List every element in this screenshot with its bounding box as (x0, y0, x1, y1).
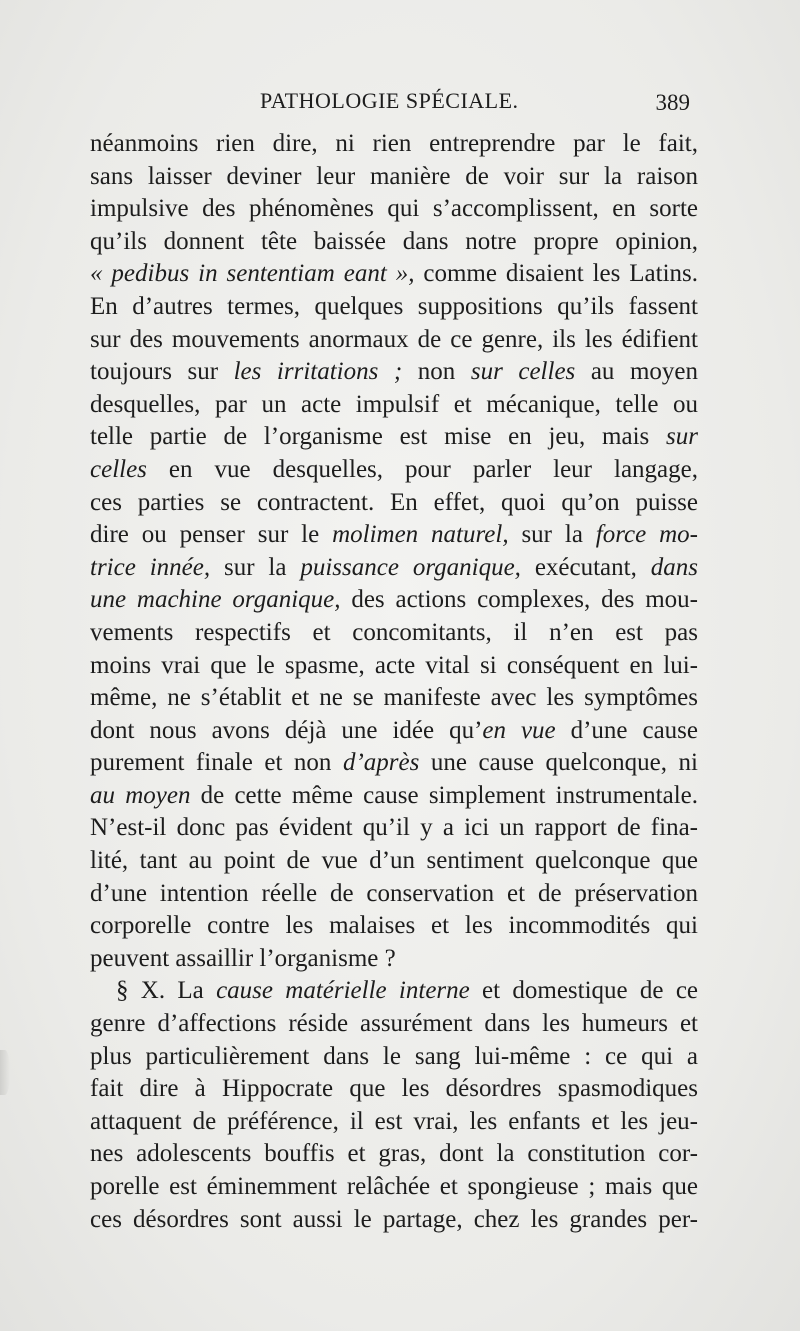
text-line (90, 324, 698, 357)
italic-text-segment: trice innée, (90, 553, 211, 581)
text-line (90, 812, 698, 845)
text-segment: et domestique de ce (469, 977, 699, 1005)
italic-text-segment: dans (650, 553, 698, 581)
text-segment: sans laisser deviner leur manière de voir sur la raison (90, 162, 698, 190)
text-line (90, 1106, 698, 1139)
text-segment: même, ne s’établit et ne se manifeste avec les symptômes (90, 684, 698, 712)
text-line (90, 780, 698, 813)
text-line (90, 552, 698, 585)
text-line (90, 128, 698, 161)
text-line (90, 356, 698, 389)
text-line (90, 421, 698, 454)
text-segment: d’une cause (555, 716, 698, 744)
text-segment: fait dire à Hippocrate que les désordres spasmodiques (90, 1075, 698, 1103)
text-line (90, 747, 698, 780)
italic-text-segment: sur celles (470, 358, 576, 386)
text-segment: § X. La (116, 977, 217, 1005)
text-segment: sur des mouvements anormaux de ce genre, ils les édifient (90, 325, 698, 353)
text-segment: moins vrai que le spasme, acte vital si conséquent en lui- (90, 651, 698, 679)
italic-text-segment: une machine organique, (90, 586, 341, 614)
text-segment: néanmoins rien dire, ni rien entreprendre par le fait, (90, 130, 698, 157)
text-segment: des actions complexes, des mou- (340, 586, 698, 614)
text-line (90, 258, 698, 291)
text-segment: N’est-il donc pas évident qu’il y a ici un rapport de fina- (90, 814, 698, 842)
page-number: 389 (655, 90, 690, 115)
text-segment: peuvent assaillir l’organisme ? (90, 944, 396, 972)
text-line (90, 193, 698, 226)
text-segment: dont nous avons déjà une idée qu’ (90, 716, 483, 744)
text-segment: d’une intention réelle de conservation et de préservation (90, 879, 698, 907)
text-line (90, 1171, 698, 1204)
text-line (90, 845, 698, 878)
text-line (90, 1008, 698, 1041)
italic-text-segment: celles (90, 455, 147, 483)
text-line (90, 1138, 698, 1171)
text-segment: qu’ils donnent tête baissée dans notre propre opinion, (90, 227, 698, 255)
text-line (90, 878, 698, 911)
text-line (90, 487, 698, 520)
page-edge-shadow (0, 1050, 10, 1095)
body-text (90, 128, 698, 1236)
italic-text-segment: force mo- (595, 521, 698, 549)
text-line (90, 617, 698, 650)
text-segment: impulsive des phénomènes qui s’accomplissent, en sorte (90, 195, 698, 223)
text-line (90, 389, 698, 422)
text-line (90, 454, 698, 487)
text-line (90, 519, 698, 552)
text-line (90, 584, 698, 617)
text-segment: En d’autres termes, quelques suppositions qu’ils fassent (90, 292, 698, 320)
text-segment: exécutant, (520, 553, 651, 581)
italic-text-segment: cause matérielle interne (216, 977, 470, 1005)
text-segment: attaquent de préférence, il est vrai, les enfants et les jeu- (90, 1107, 698, 1135)
text-segment: de cette même cause simplement instrumentale. (190, 781, 698, 809)
text-segment: dire ou penser sur le (90, 521, 333, 549)
text-line (90, 975, 698, 1008)
text-segment: vements respectifs et concomitants, il n’en est pas (90, 618, 698, 646)
text-segment: au moyen (575, 358, 699, 386)
text-segment: corporelle contre les malaises et les incommodités qui (90, 912, 698, 940)
text-segment: porelle est éminemment relâchée et spongieuse ; mais que (90, 1173, 698, 1200)
italic-text-segment: les irritations ; (233, 358, 403, 386)
text-segment: en vue desquelles, pour parler leur langage, (146, 455, 698, 483)
italic-text-segment: « pedibus in sententiam eant », (90, 260, 424, 288)
text-line (90, 682, 698, 715)
italic-text-segment: molimen naturel, (332, 521, 509, 549)
text-line (90, 1041, 698, 1074)
text-segment: toujours sur (90, 358, 234, 386)
text-line (90, 1073, 698, 1106)
italic-text-segment: en vue (482, 716, 556, 744)
text-line (90, 291, 698, 324)
text-segment: comme disaient les Latins. (423, 260, 698, 288)
text-segment: ces parties se contractent. En effet, quoi qu’on puisse (90, 488, 698, 516)
italic-text-segment: puissance organique, (300, 553, 521, 581)
running-header (90, 88, 710, 122)
text-line (90, 715, 698, 748)
text-segment: ces désordres sont aussi le partage, chez les grandes per- (90, 1205, 698, 1233)
italic-text-segment: sur (666, 423, 698, 451)
text-segment: sur la (508, 521, 596, 549)
text-segment: non (402, 358, 471, 386)
text-line (90, 161, 698, 194)
text-line (90, 943, 698, 976)
italic-text-segment: d’après (342, 749, 420, 777)
italic-text-segment: au moyen (90, 781, 191, 809)
text-segment: purement finale et non (90, 749, 343, 777)
text-segment: sur la (210, 553, 301, 581)
text-segment: nes adolescents bouffis et gras, dont la constitution cor- (90, 1140, 698, 1168)
text-line (90, 650, 698, 683)
text-segment: plus particulièrement dans le sang lui-même : ce qui a (90, 1042, 698, 1070)
text-segment: telle partie de l’organisme est mise en jeu, mais (90, 423, 667, 451)
text-line (90, 910, 698, 943)
text-segment: desquelles, par un acte impulsif et mécanique, telle ou (90, 390, 698, 418)
text-segment: une cause quelconque, ni (419, 749, 698, 777)
text-line (90, 226, 698, 259)
text-line (90, 1204, 698, 1237)
text-segment: genre d’affections réside assurément dans les humeurs et (90, 1010, 698, 1038)
running-title: PATHOLOGIE SPÉCIALE. (260, 88, 519, 113)
text-segment: lité, tant au point de vue d’un sentiment quelconque que (90, 847, 698, 875)
